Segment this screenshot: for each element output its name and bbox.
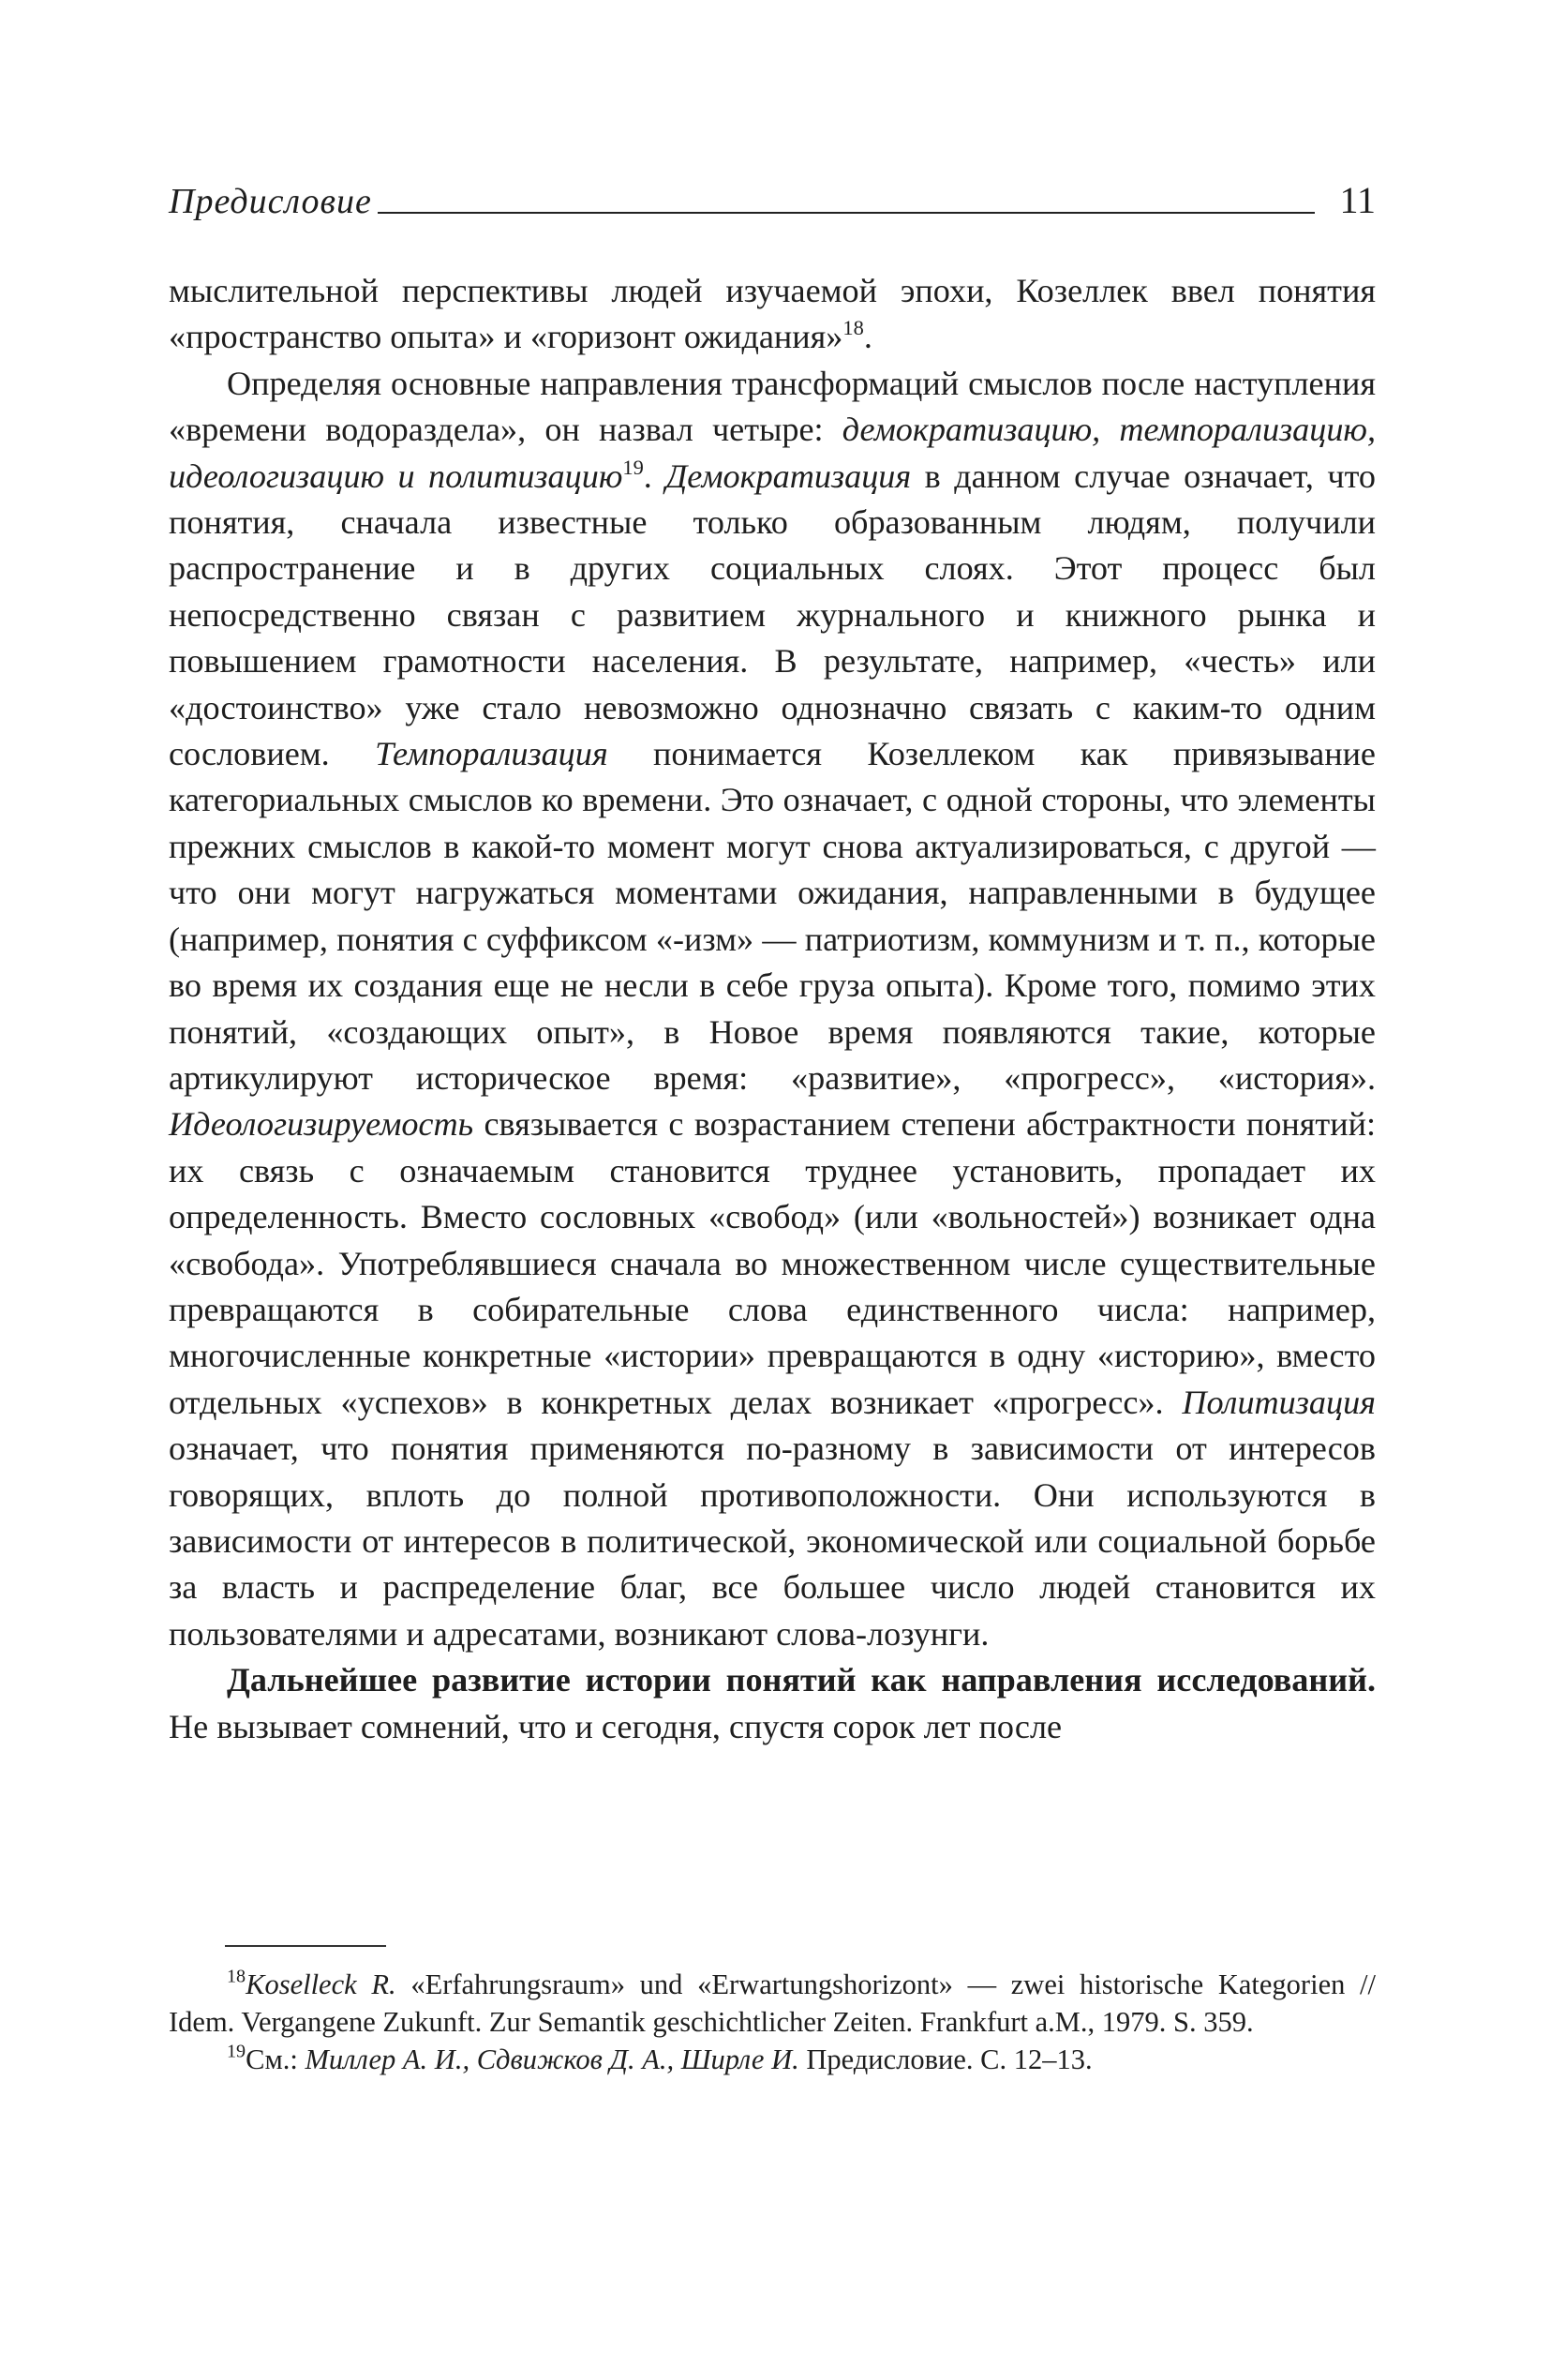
footnote-19: $^{19}$См.: Миллер А. И., Сдвижков Д. А., Ширле И. Предисловие. С. 12–13. — [227, 2041, 1093, 2075]
term-politicization: Политизация — [1182, 1383, 1376, 1421]
section-run-in-heading: Дальнейшее развитие истории понятий как направления исследований. — [227, 1661, 1376, 1699]
page-number: 11 — [1339, 179, 1376, 221]
footnote-number: 19 — [227, 2041, 246, 2062]
footnote-number: 18 — [227, 1966, 246, 1987]
footnote-author: Миллер А. И., Сдвижков Д. А., Ширле И. — [305, 2043, 799, 2075]
footnote-ref-19[interactable]: 19 — [622, 455, 644, 479]
footnote-author: Koselleck R. — [246, 1968, 396, 2000]
emphasis-four-processes: демократизацию, темпорализацию, идеологизацию и политизацию — [169, 411, 1376, 495]
header-rule — [378, 212, 1316, 214]
paragraph-2: Определяя основные направления трансформаций смыслов после наступления «времени водораздела», он назвал четыре: демократизацию, темпорализацию, идеологизацию и политизацию$^{19}$. Демократизация в данном случае означает, что понятия, сначала известные только образованным людям, получили распространение и в других социальных слоях. Этот процесс был непосредственно связан с развитием журнального и книжного рынка и повышением грамотности населения. В результате, например, «честь» или «достоинство» уже стало невозможно однозначно связать с каким-то одним сословием. Темпорализация понимается Козеллеком как привязывание категориальных смыслов ко времени. Это означает, с одной стороны, что элементы прежних смыслов в какой-то момент могут снова актуализироваться, с другой — что они могут нагружаться моментами ожидания, направленными в будущее (например, понятия с суффиксом «-изм» — патриотизм, коммунизм и т. п., которые во время их создания еще не несли в себе груза опыта). Кроме того, помимо этих понятий, «создающих опыт», в Новое время появляются такие, которые артикулируют историческое время: «развитие», «прогресс», «история». Идеологизируемость связывается с возрастанием степени абстрактности понятий: их связь с означаемым становится труднее установить, пропадает их определенность. Вместо сословных «свобод» (или «вольностей») возникает одна «свобода». Употреблявшиеся сначала во множественном числе существительные превращаются в собирательные слова единственного числа: например, многочисленные конкретные «истории» превращаются в одну «историю», вместо отдельных «успехов» в конкретных делах возникает «прогресс». Политизация означает, что понятия применяются по-разному в зависимости от интересов говорящих, вплоть до полной противоположности. Они используются в зависимости от интересов в политической, экономической или социальной борьбе за власть и распределение благ, все большее число людей становится их пользователями и адресатами, возникают слова-лозунги. — [169, 364, 1377, 1653]
term-democratization: Демократизация — [665, 457, 912, 495]
paragraph-1: мыслительной перспективы людей изучаемой эпохи, Козеллек ввел понятия «пространство опыта» и «горизонт ожидания»$^{18}$. — [169, 272, 1376, 356]
footnotes — [169, 1966, 1376, 2078]
running-title: Предисловие — [169, 182, 372, 221]
paragraph-3: Дальнейшее развитие истории понятий как направления исследований. Не вызывает сомнений, что и сегодня, спустя сорок лет после — [169, 1661, 1376, 1745]
footnote-ref-18[interactable]: 18 — [842, 316, 864, 340]
main-text — [169, 268, 1376, 1750]
running-header — [169, 167, 1376, 219]
term-ideologization: Идеологизируемость — [169, 1105, 474, 1144]
footnote-separator — [225, 1945, 386, 1947]
term-temporalization: Темпорализация — [375, 735, 608, 773]
footnote-18: $^{18}$Koselleck R. «Erfahrungsraum» und «Erwartungshorizont» — zwei historische Kategorien // Idem. Vergangene Zukunft. Zur Semantik geschichtlicher Zeiten. Frankfurt a.M., 1979. S. 359. — [169, 1966, 1376, 2038]
